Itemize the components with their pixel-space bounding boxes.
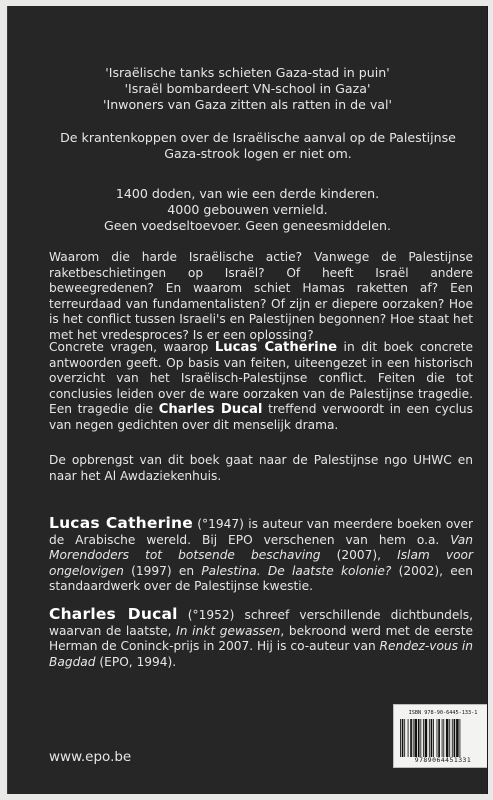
poetry-title: In inkt gewassen: [176, 623, 281, 638]
poet-bio-c: (EPO, 1994).: [95, 654, 177, 669]
headline-3: 'Inwoners van Gaza zitten als ratten in de val': [103, 97, 392, 112]
poet-name-inline: Charles Ducal: [158, 402, 263, 418]
book-title-2: Islam voor ongelovigen: [49, 548, 473, 578]
poet-bio: [49, 607, 473, 670]
stats: [8, 186, 487, 234]
poet-bio-b: , bekroond werd met de eerste Herman de Coninck-prijs in 2007. Hij is co-auteur van: [49, 623, 474, 654]
author-bio-b: (2007),: [320, 548, 398, 563]
author-name: Lucas Catherine: [49, 514, 193, 532]
stat-line-1: 1400 doden, van wie een derde kinderen.: [115, 186, 380, 201]
barcode-icon: [400, 719, 486, 757]
description-text-a: Concrete vragen, waarop: [49, 340, 215, 354]
author-bio-d: (2002), een standaardwerk over de Palestijnse kwestie.: [49, 563, 474, 594]
publisher-url: www.epo.be: [49, 749, 132, 765]
book-title-1: Van Morendoders tot botsende beschaving: [49, 532, 473, 563]
description-text-b: in dit boek concrete antwoorden geeft. Op basis van feiten, uiteengezet in een historisch overzicht van het Israëlisch-Palestijnse conflict. Feiten die tot conclusies leiden over de ware oorzaken van de Palestijnse tragedie. Een tragedie die: [49, 340, 473, 417]
back-cover: [7, 6, 488, 794]
poet-name: Charles Ducal: [49, 605, 178, 623]
barcode-label: [393, 704, 488, 768]
author-bio-c: (1997) en: [123, 563, 202, 578]
intro-text: De krantenkoppen over de Israëlische aanval op de Palestijnse Gaza-strook logen er niet om.: [60, 130, 456, 161]
questions-paragraph: Waarom die harde Israëlische actie? Vanwege de Palestijnse raketbeschietingen op Israël? Of heeft Israël andere beweegredenen? En waarom schiet Hamas raketten af? Een terreurdaad van fundamentalisten? Of zijn er diepere oorzaken? Hoe is het conflict tussen Israeli's en Palestijnen begonnen? Hoe staat het met het vredesproces? Is er een oplossing?: [49, 250, 473, 342]
author-name-inline: Lucas Catherine: [214, 340, 338, 355]
headlines: [8, 65, 487, 113]
stat-line-2: 4000 gebouwen vernield.: [167, 202, 328, 217]
book-title-3: Palestina. De laatste kolonie?: [201, 563, 392, 578]
description-text-c: treffend verwoordt in een cyclus van negen gedichten over dit menselijk drama.: [49, 402, 473, 432]
author-bio-a: (°1947) is auteur van meerdere boeken over de Arabische wereld. Bij EPO verschenen van hem o.a.: [49, 517, 474, 547]
headline-1: 'Israëlische tanks schieten Gaza-stad in puin': [105, 65, 390, 80]
stat-line-3: Geen voedseltoevoer. Geen geneesmiddelen.: [103, 218, 392, 233]
description-paragraph: [49, 340, 473, 434]
barcode-number: 9789064451331: [414, 756, 472, 764]
author-bio: [49, 516, 473, 595]
isbn-text: ISBN 978-90-6445-133-1: [408, 710, 478, 716]
headline-2: 'Israël bombardeert VN-school in Gaza': [124, 81, 371, 96]
proceeds-paragraph: De opbrengst van dit boek gaat naar de Palestijnse ngo UHWC en naar het Al Awdaziekenhuis.: [49, 453, 473, 483]
poet-bio-a: (°1952) schreef verschillende dichtbundels, waarvan de laatste,: [49, 608, 473, 638]
coauthored-title: Rendez-vous in Bagdad: [49, 639, 473, 669]
